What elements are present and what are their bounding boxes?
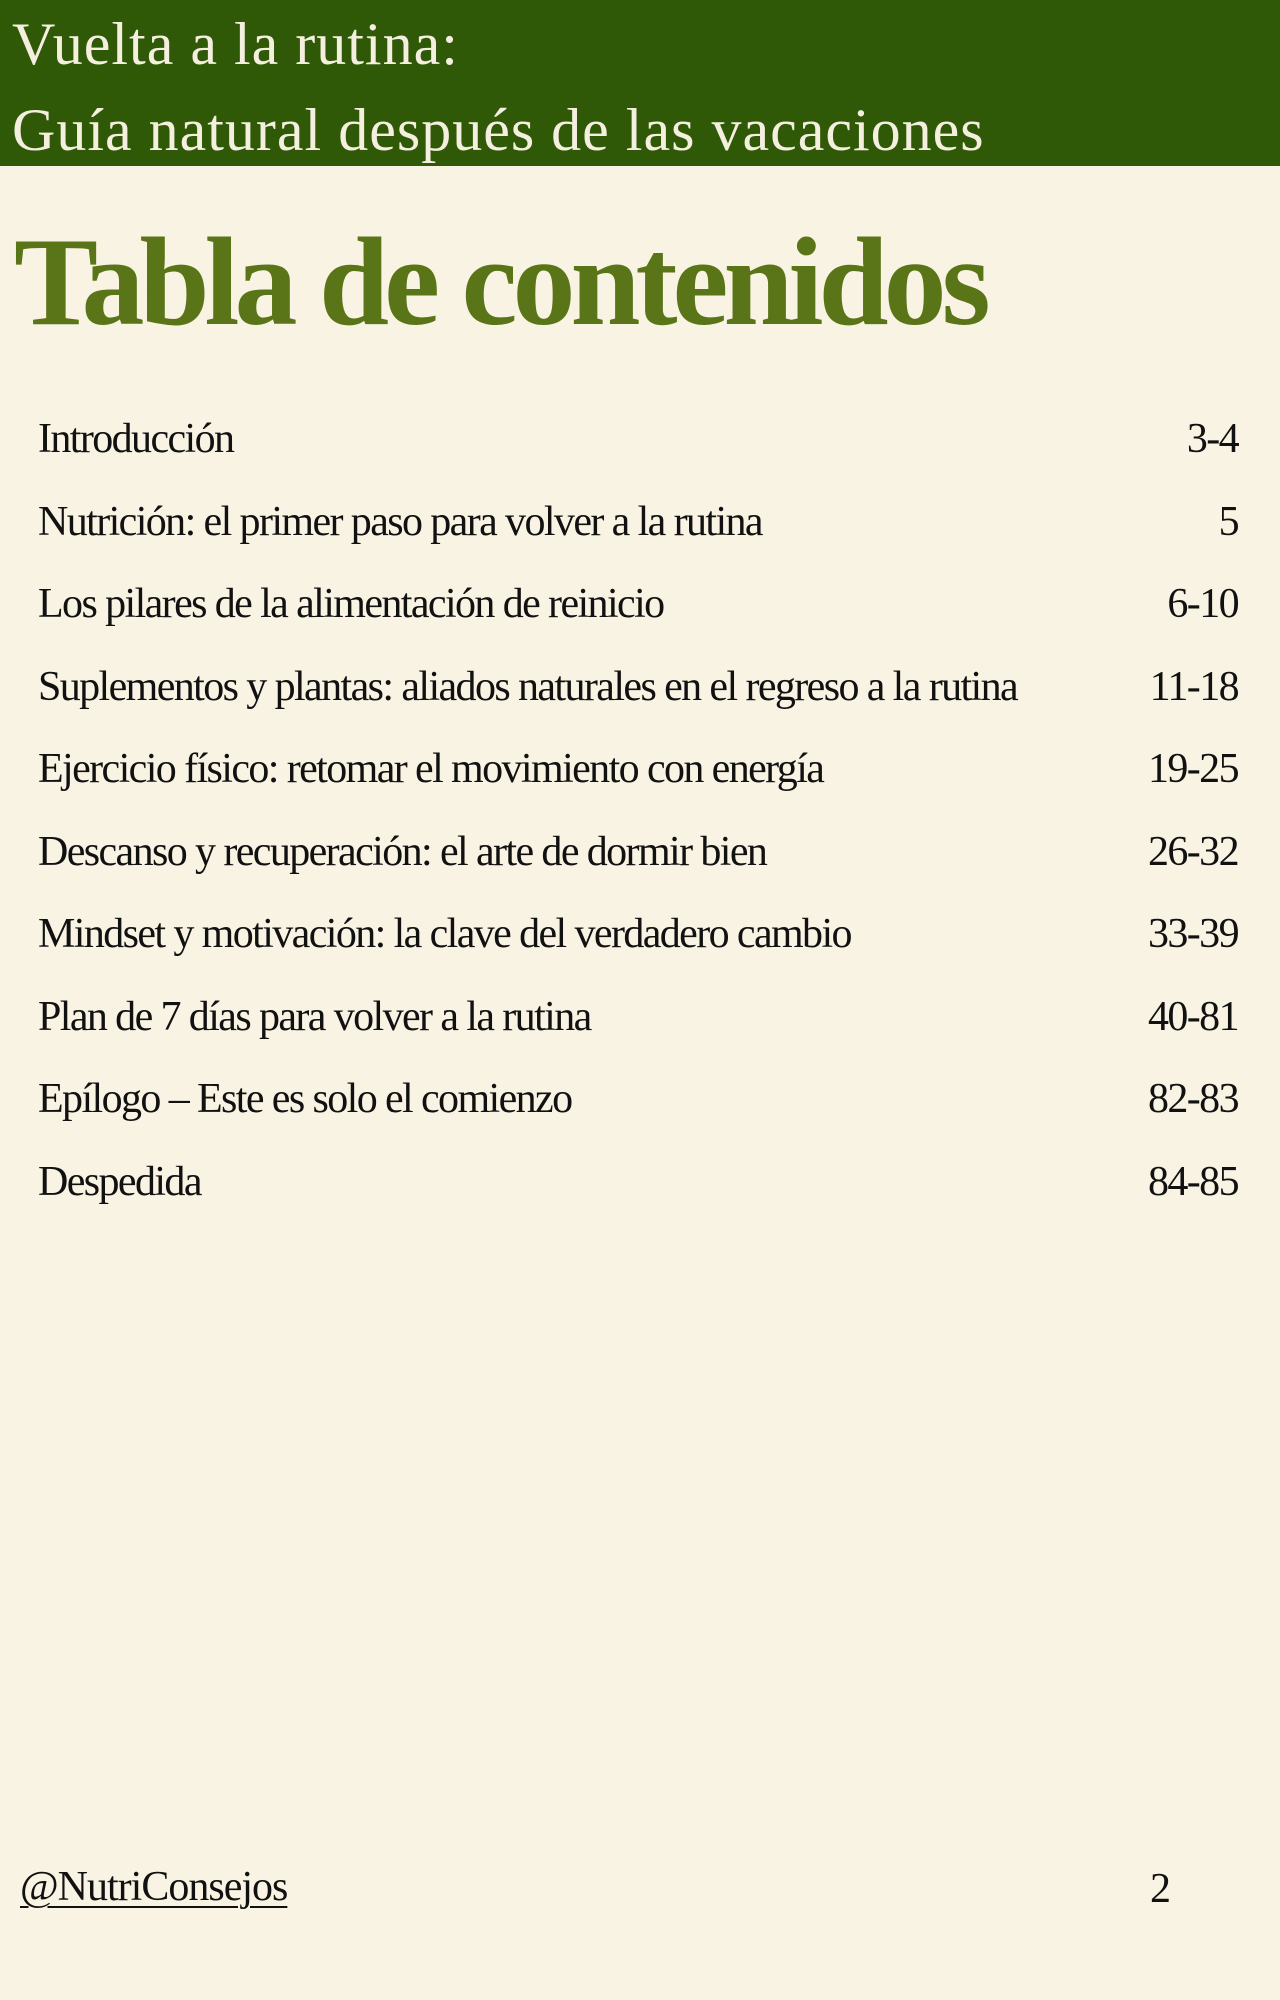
toc-entry-label: Mindset y motivación: la clave del verdadero cambio	[38, 911, 851, 957]
document-title-line-1: Vuelta a la rutina:	[12, 11, 459, 77]
toc-entry-plan[interactable]	[38, 993, 1238, 1076]
toc-entry-pages: 40-81	[1148, 993, 1238, 1040]
toc-entry-pages: 26-32	[1148, 828, 1238, 875]
toc-entry-introduccion[interactable]	[38, 415, 1238, 498]
page-title: Tabla de contenidos	[14, 213, 986, 352]
toc-entry-suplementos[interactable]	[38, 663, 1238, 746]
toc-entry-label: Ejercicio físico: retomar el movimiento con energía	[38, 746, 824, 792]
toc-entry-mindset[interactable]	[38, 910, 1238, 993]
toc-entry-pilares[interactable]	[38, 580, 1238, 663]
toc-entry-pages: 82-83	[1148, 1076, 1238, 1122]
toc-entry-pages: 5	[1218, 498, 1238, 545]
toc-entry-despedida[interactable]	[38, 1158, 1238, 1241]
page-number: 2	[1150, 1866, 1171, 1912]
toc-entry-nutricion[interactable]	[38, 498, 1238, 581]
toc-entry-pages: 6-10	[1167, 581, 1238, 627]
table-of-contents	[38, 415, 1238, 1240]
toc-entry-label: Nutrición: el primer paso para volver a la rutina	[38, 498, 762, 545]
toc-entry-ejercicio[interactable]	[38, 745, 1238, 828]
toc-entry-label: Introducción	[38, 416, 234, 462]
toc-entry-label: Plan de 7 días para volver a la rutina	[38, 993, 591, 1040]
toc-entry-pages: 3-4	[1186, 416, 1238, 462]
header-band	[0, 0, 1280, 166]
toc-entry-epilogo[interactable]	[38, 1075, 1238, 1158]
toc-entry-label: Los pilares de la alimentación de reinicio	[38, 581, 664, 627]
document-title-line-2: Guía natural después de las vacaciones	[12, 97, 985, 163]
toc-entry-label: Descanso y recuperación: el arte de dormir bien	[38, 828, 767, 875]
social-handle-link[interactable]: @NutriConsejos	[20, 1864, 288, 1910]
toc-entry-pages: 19-25	[1148, 746, 1238, 792]
toc-entry-descanso[interactable]	[38, 828, 1238, 911]
toc-entry-pages: 11-18	[1149, 663, 1238, 710]
toc-entry-pages: 84-85	[1148, 1158, 1238, 1205]
toc-entry-label: Epílogo – Este es solo el comienzo	[38, 1076, 572, 1122]
toc-entry-pages: 33-39	[1148, 911, 1238, 957]
toc-entry-label: Suplementos y plantas: aliados naturales en el regreso a la rutina	[38, 663, 1018, 710]
toc-entry-label: Despedida	[38, 1158, 201, 1205]
